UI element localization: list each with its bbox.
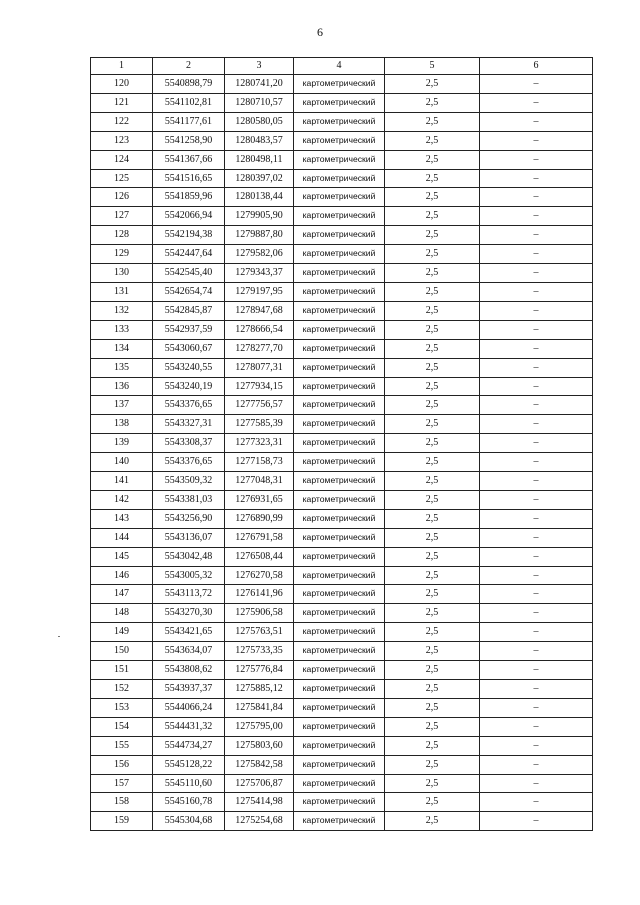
point-number-cell: 135 — [91, 358, 153, 377]
y-coordinate-cell: 1275414,98 — [225, 793, 294, 812]
y-coordinate-cell: 1277934,15 — [225, 377, 294, 396]
y-coordinate-cell: 1280138,44 — [225, 188, 294, 207]
method-cell: картометрический — [294, 264, 385, 283]
accuracy-cell: 2,5 — [385, 226, 480, 245]
point-number-cell: 154 — [91, 717, 153, 736]
table-row — [91, 434, 593, 453]
table-row — [91, 245, 593, 264]
method-cell: картометрический — [294, 226, 385, 245]
y-coordinate-cell: 1276890,99 — [225, 509, 294, 528]
point-number-cell: 137 — [91, 396, 153, 415]
accuracy-cell: 2,5 — [385, 75, 480, 94]
point-number-cell: 153 — [91, 698, 153, 717]
table-row — [91, 547, 593, 566]
accuracy-cell: 2,5 — [385, 188, 480, 207]
accuracy-cell: 2,5 — [385, 264, 480, 283]
method-cell: картометрический — [294, 169, 385, 188]
note-cell: – — [480, 339, 593, 358]
accuracy-cell: 2,5 — [385, 301, 480, 320]
point-number-cell: 151 — [91, 661, 153, 680]
accuracy-cell: 2,5 — [385, 453, 480, 472]
y-coordinate-cell: 1280741,20 — [225, 75, 294, 94]
accuracy-cell: 2,5 — [385, 245, 480, 264]
accuracy-cell: 2,5 — [385, 642, 480, 661]
method-cell: картометрический — [294, 490, 385, 509]
accuracy-cell: 2,5 — [385, 150, 480, 169]
accuracy-cell: 2,5 — [385, 339, 480, 358]
x-coordinate-cell: 5544734,27 — [153, 736, 225, 755]
table-row — [91, 680, 593, 699]
table-header-row — [91, 58, 593, 75]
table-row — [91, 396, 593, 415]
note-cell: – — [480, 547, 593, 566]
x-coordinate-cell: 5543376,65 — [153, 396, 225, 415]
table-row — [91, 717, 593, 736]
accuracy-cell: 2,5 — [385, 112, 480, 131]
x-coordinate-cell: 5543634,07 — [153, 642, 225, 661]
note-cell: – — [480, 717, 593, 736]
x-coordinate-cell: 5543113,72 — [153, 585, 225, 604]
note-cell: – — [480, 320, 593, 339]
note-cell: – — [480, 188, 593, 207]
x-coordinate-cell: 5542545,40 — [153, 264, 225, 283]
accuracy-cell: 2,5 — [385, 396, 480, 415]
accuracy-cell: 2,5 — [385, 812, 480, 831]
point-number-cell: 141 — [91, 472, 153, 491]
y-coordinate-cell: 1276791,58 — [225, 528, 294, 547]
y-coordinate-cell: 1275841,84 — [225, 698, 294, 717]
method-cell: картометрический — [294, 547, 385, 566]
note-cell: – — [480, 207, 593, 226]
y-coordinate-cell: 1275776,84 — [225, 661, 294, 680]
point-number-cell: 138 — [91, 415, 153, 434]
note-cell: – — [480, 245, 593, 264]
x-coordinate-cell: 5543381,03 — [153, 490, 225, 509]
method-cell: картометрический — [294, 585, 385, 604]
note-cell: – — [480, 453, 593, 472]
note-cell: – — [480, 793, 593, 812]
table-row — [91, 188, 593, 207]
note-cell: – — [480, 282, 593, 301]
accuracy-cell: 2,5 — [385, 131, 480, 150]
method-cell: картометрический — [294, 396, 385, 415]
table-row — [91, 282, 593, 301]
note-cell: – — [480, 377, 593, 396]
column-header: 2 — [153, 58, 225, 75]
note-cell: – — [480, 264, 593, 283]
note-cell: – — [480, 755, 593, 774]
method-cell: картометрический — [294, 245, 385, 264]
table-row — [91, 774, 593, 793]
x-coordinate-cell: 5543256,90 — [153, 509, 225, 528]
accuracy-cell: 2,5 — [385, 717, 480, 736]
table-row — [91, 358, 593, 377]
accuracy-cell: 2,5 — [385, 169, 480, 188]
method-cell: картометрический — [294, 774, 385, 793]
point-number-cell: 147 — [91, 585, 153, 604]
table-row — [91, 698, 593, 717]
y-coordinate-cell: 1275803,60 — [225, 736, 294, 755]
note-cell: – — [480, 131, 593, 150]
y-coordinate-cell: 1278277,70 — [225, 339, 294, 358]
x-coordinate-cell: 5543042,48 — [153, 547, 225, 566]
accuracy-cell: 2,5 — [385, 604, 480, 623]
x-coordinate-cell: 5543270,30 — [153, 604, 225, 623]
table-row — [91, 453, 593, 472]
note-cell: – — [480, 736, 593, 755]
method-cell: картометрический — [294, 472, 385, 491]
point-number-cell: 123 — [91, 131, 153, 150]
x-coordinate-cell: 5543308,37 — [153, 434, 225, 453]
y-coordinate-cell: 1278947,68 — [225, 301, 294, 320]
point-number-cell: 139 — [91, 434, 153, 453]
note-cell: – — [480, 93, 593, 112]
y-coordinate-cell: 1280498,11 — [225, 150, 294, 169]
note-cell: – — [480, 528, 593, 547]
accuracy-cell: 2,5 — [385, 698, 480, 717]
table-row — [91, 301, 593, 320]
note-cell: – — [480, 226, 593, 245]
method-cell: картометрический — [294, 604, 385, 623]
method-cell: картометрический — [294, 112, 385, 131]
accuracy-cell: 2,5 — [385, 680, 480, 699]
method-cell: картометрический — [294, 301, 385, 320]
method-cell: картометрический — [294, 207, 385, 226]
accuracy-cell: 2,5 — [385, 547, 480, 566]
accuracy-cell: 2,5 — [385, 661, 480, 680]
table-row — [91, 736, 593, 755]
point-number-cell: 149 — [91, 623, 153, 642]
table-row — [91, 169, 593, 188]
note-cell: – — [480, 604, 593, 623]
x-coordinate-cell: 5545304,68 — [153, 812, 225, 831]
note-cell: – — [480, 812, 593, 831]
x-coordinate-cell: 5545128,22 — [153, 755, 225, 774]
y-coordinate-cell: 1275906,58 — [225, 604, 294, 623]
table-row — [91, 623, 593, 642]
point-number-cell: 142 — [91, 490, 153, 509]
x-coordinate-cell: 5541102,81 — [153, 93, 225, 112]
table-row — [91, 150, 593, 169]
table-row — [91, 112, 593, 131]
y-coordinate-cell: 1275763,51 — [225, 623, 294, 642]
table-row — [91, 320, 593, 339]
note-cell: – — [480, 509, 593, 528]
method-cell: картометрический — [294, 434, 385, 453]
y-coordinate-cell: 1279343,37 — [225, 264, 294, 283]
x-coordinate-cell: 5543240,55 — [153, 358, 225, 377]
point-number-cell: 159 — [91, 812, 153, 831]
method-cell: картометрический — [294, 698, 385, 717]
y-coordinate-cell: 1279905,90 — [225, 207, 294, 226]
point-number-cell: 145 — [91, 547, 153, 566]
y-coordinate-cell: 1280580,05 — [225, 112, 294, 131]
method-cell: картометрический — [294, 755, 385, 774]
table-row — [91, 812, 593, 831]
note-cell: – — [480, 169, 593, 188]
point-number-cell: 150 — [91, 642, 153, 661]
accuracy-cell: 2,5 — [385, 793, 480, 812]
x-coordinate-cell: 5543376,65 — [153, 453, 225, 472]
note-cell: – — [480, 434, 593, 453]
table-row — [91, 472, 593, 491]
table-row — [91, 93, 593, 112]
y-coordinate-cell: 1280397,02 — [225, 169, 294, 188]
y-coordinate-cell: 1276141,96 — [225, 585, 294, 604]
x-coordinate-cell: 5541367,66 — [153, 150, 225, 169]
note-cell: – — [480, 396, 593, 415]
method-cell: картометрический — [294, 415, 385, 434]
table-row — [91, 75, 593, 94]
point-number-cell: 140 — [91, 453, 153, 472]
point-number-cell: 152 — [91, 680, 153, 699]
accuracy-cell: 2,5 — [385, 415, 480, 434]
method-cell: картометрический — [294, 131, 385, 150]
accuracy-cell: 2,5 — [385, 623, 480, 642]
accuracy-cell: 2,5 — [385, 93, 480, 112]
table-row — [91, 415, 593, 434]
table-row — [91, 509, 593, 528]
note-cell: – — [480, 661, 593, 680]
accuracy-cell: 2,5 — [385, 528, 480, 547]
x-coordinate-cell: 5542194,38 — [153, 226, 225, 245]
method-cell: картометрический — [294, 282, 385, 301]
x-coordinate-cell: 5543240,19 — [153, 377, 225, 396]
x-coordinate-cell: 5543937,37 — [153, 680, 225, 699]
page-number: 6 — [317, 25, 323, 39]
method-cell: картометрический — [294, 339, 385, 358]
method-cell: картометрический — [294, 188, 385, 207]
scan-speck — [58, 636, 60, 637]
point-number-cell: 146 — [91, 566, 153, 585]
coordinates-table — [90, 57, 593, 831]
point-number-cell: 126 — [91, 188, 153, 207]
accuracy-cell: 2,5 — [385, 566, 480, 585]
y-coordinate-cell: 1275842,58 — [225, 755, 294, 774]
point-number-cell: 121 — [91, 93, 153, 112]
y-coordinate-cell: 1275885,12 — [225, 680, 294, 699]
column-header: 1 — [91, 58, 153, 75]
x-coordinate-cell: 5543421,65 — [153, 623, 225, 642]
column-header: 4 — [294, 58, 385, 75]
point-number-cell: 125 — [91, 169, 153, 188]
table-row — [91, 226, 593, 245]
column-header: 3 — [225, 58, 294, 75]
table-row — [91, 207, 593, 226]
x-coordinate-cell: 5543005,32 — [153, 566, 225, 585]
y-coordinate-cell: 1279197,95 — [225, 282, 294, 301]
point-number-cell: 144 — [91, 528, 153, 547]
note-cell: – — [480, 75, 593, 94]
note-cell: – — [480, 585, 593, 604]
note-cell: – — [480, 698, 593, 717]
x-coordinate-cell: 5542447,64 — [153, 245, 225, 264]
accuracy-cell: 2,5 — [385, 736, 480, 755]
accuracy-cell: 2,5 — [385, 377, 480, 396]
point-number-cell: 143 — [91, 509, 153, 528]
point-number-cell: 148 — [91, 604, 153, 623]
x-coordinate-cell: 5545160,78 — [153, 793, 225, 812]
x-coordinate-cell: 5544431,32 — [153, 717, 225, 736]
y-coordinate-cell: 1275706,87 — [225, 774, 294, 793]
table-body — [91, 75, 593, 831]
y-coordinate-cell: 1278666,54 — [225, 320, 294, 339]
note-cell: – — [480, 112, 593, 131]
point-number-cell: 156 — [91, 755, 153, 774]
x-coordinate-cell: 5543509,32 — [153, 472, 225, 491]
table-row — [91, 661, 593, 680]
point-number-cell: 128 — [91, 226, 153, 245]
note-cell: – — [480, 472, 593, 491]
method-cell: картометрический — [294, 150, 385, 169]
method-cell: картометрический — [294, 377, 385, 396]
note-cell: – — [480, 150, 593, 169]
table-row — [91, 131, 593, 150]
method-cell: картометрический — [294, 793, 385, 812]
x-coordinate-cell: 5543808,62 — [153, 661, 225, 680]
table-row — [91, 642, 593, 661]
method-cell: картометрический — [294, 509, 385, 528]
y-coordinate-cell: 1277756,57 — [225, 396, 294, 415]
point-number-cell: 120 — [91, 75, 153, 94]
point-number-cell: 131 — [91, 282, 153, 301]
point-number-cell: 133 — [91, 320, 153, 339]
accuracy-cell: 2,5 — [385, 490, 480, 509]
method-cell: картометрический — [294, 812, 385, 831]
x-coordinate-cell: 5543060,67 — [153, 339, 225, 358]
x-coordinate-cell: 5541177,61 — [153, 112, 225, 131]
x-coordinate-cell: 5543327,31 — [153, 415, 225, 434]
y-coordinate-cell: 1278077,31 — [225, 358, 294, 377]
column-header: 6 — [480, 58, 593, 75]
table-row — [91, 585, 593, 604]
y-coordinate-cell: 1277323,31 — [225, 434, 294, 453]
note-cell: – — [480, 415, 593, 434]
y-coordinate-cell: 1279887,80 — [225, 226, 294, 245]
point-number-cell: 155 — [91, 736, 153, 755]
method-cell: картометрический — [294, 736, 385, 755]
x-coordinate-cell: 5542937,59 — [153, 320, 225, 339]
method-cell: картометрический — [294, 566, 385, 585]
note-cell: – — [480, 490, 593, 509]
table-row — [91, 755, 593, 774]
y-coordinate-cell: 1277585,39 — [225, 415, 294, 434]
accuracy-cell: 2,5 — [385, 434, 480, 453]
note-cell: – — [480, 680, 593, 699]
accuracy-cell: 2,5 — [385, 207, 480, 226]
column-header: 5 — [385, 58, 480, 75]
method-cell: картометрический — [294, 320, 385, 339]
x-coordinate-cell: 5540898,79 — [153, 75, 225, 94]
table-row — [91, 264, 593, 283]
method-cell: картометрический — [294, 717, 385, 736]
point-number-cell: 130 — [91, 264, 153, 283]
x-coordinate-cell: 5543136,07 — [153, 528, 225, 547]
accuracy-cell: 2,5 — [385, 282, 480, 301]
x-coordinate-cell: 5542845,87 — [153, 301, 225, 320]
x-coordinate-cell: 5541516,65 — [153, 169, 225, 188]
accuracy-cell: 2,5 — [385, 358, 480, 377]
note-cell: – — [480, 358, 593, 377]
y-coordinate-cell: 1276931,65 — [225, 490, 294, 509]
y-coordinate-cell: 1275733,35 — [225, 642, 294, 661]
table-row — [91, 377, 593, 396]
method-cell: картометрический — [294, 75, 385, 94]
method-cell: картометрический — [294, 528, 385, 547]
y-coordinate-cell: 1277158,73 — [225, 453, 294, 472]
accuracy-cell: 2,5 — [385, 774, 480, 793]
accuracy-cell: 2,5 — [385, 472, 480, 491]
note-cell: – — [480, 301, 593, 320]
table-row — [91, 490, 593, 509]
point-number-cell: 157 — [91, 774, 153, 793]
method-cell: картометрический — [294, 623, 385, 642]
table-row — [91, 793, 593, 812]
table-row — [91, 528, 593, 547]
method-cell: картометрический — [294, 661, 385, 680]
accuracy-cell: 2,5 — [385, 585, 480, 604]
point-number-cell: 136 — [91, 377, 153, 396]
point-number-cell: 127 — [91, 207, 153, 226]
x-coordinate-cell: 5544066,24 — [153, 698, 225, 717]
y-coordinate-cell: 1279582,06 — [225, 245, 294, 264]
accuracy-cell: 2,5 — [385, 509, 480, 528]
note-cell: – — [480, 623, 593, 642]
y-coordinate-cell: 1280710,57 — [225, 93, 294, 112]
x-coordinate-cell: 5541258,90 — [153, 131, 225, 150]
point-number-cell: 122 — [91, 112, 153, 131]
point-number-cell: 158 — [91, 793, 153, 812]
accuracy-cell: 2,5 — [385, 755, 480, 774]
y-coordinate-cell: 1276270,58 — [225, 566, 294, 585]
x-coordinate-cell: 5542066,94 — [153, 207, 225, 226]
note-cell: – — [480, 774, 593, 793]
x-coordinate-cell: 5545110,60 — [153, 774, 225, 793]
y-coordinate-cell: 1277048,31 — [225, 472, 294, 491]
note-cell: – — [480, 642, 593, 661]
point-number-cell: 129 — [91, 245, 153, 264]
point-number-cell: 124 — [91, 150, 153, 169]
table-row — [91, 339, 593, 358]
table-row — [91, 604, 593, 623]
method-cell: картометрический — [294, 642, 385, 661]
method-cell: картометрический — [294, 453, 385, 472]
method-cell: картометрический — [294, 680, 385, 699]
table-row — [91, 566, 593, 585]
method-cell: картометрический — [294, 93, 385, 112]
x-coordinate-cell: 5541859,96 — [153, 188, 225, 207]
point-number-cell: 132 — [91, 301, 153, 320]
y-coordinate-cell: 1275795,00 — [225, 717, 294, 736]
x-coordinate-cell: 5542654,74 — [153, 282, 225, 301]
method-cell: картометрический — [294, 358, 385, 377]
note-cell: – — [480, 566, 593, 585]
point-number-cell: 134 — [91, 339, 153, 358]
y-coordinate-cell: 1276508,44 — [225, 547, 294, 566]
accuracy-cell: 2,5 — [385, 320, 480, 339]
y-coordinate-cell: 1275254,68 — [225, 812, 294, 831]
y-coordinate-cell: 1280483,57 — [225, 131, 294, 150]
